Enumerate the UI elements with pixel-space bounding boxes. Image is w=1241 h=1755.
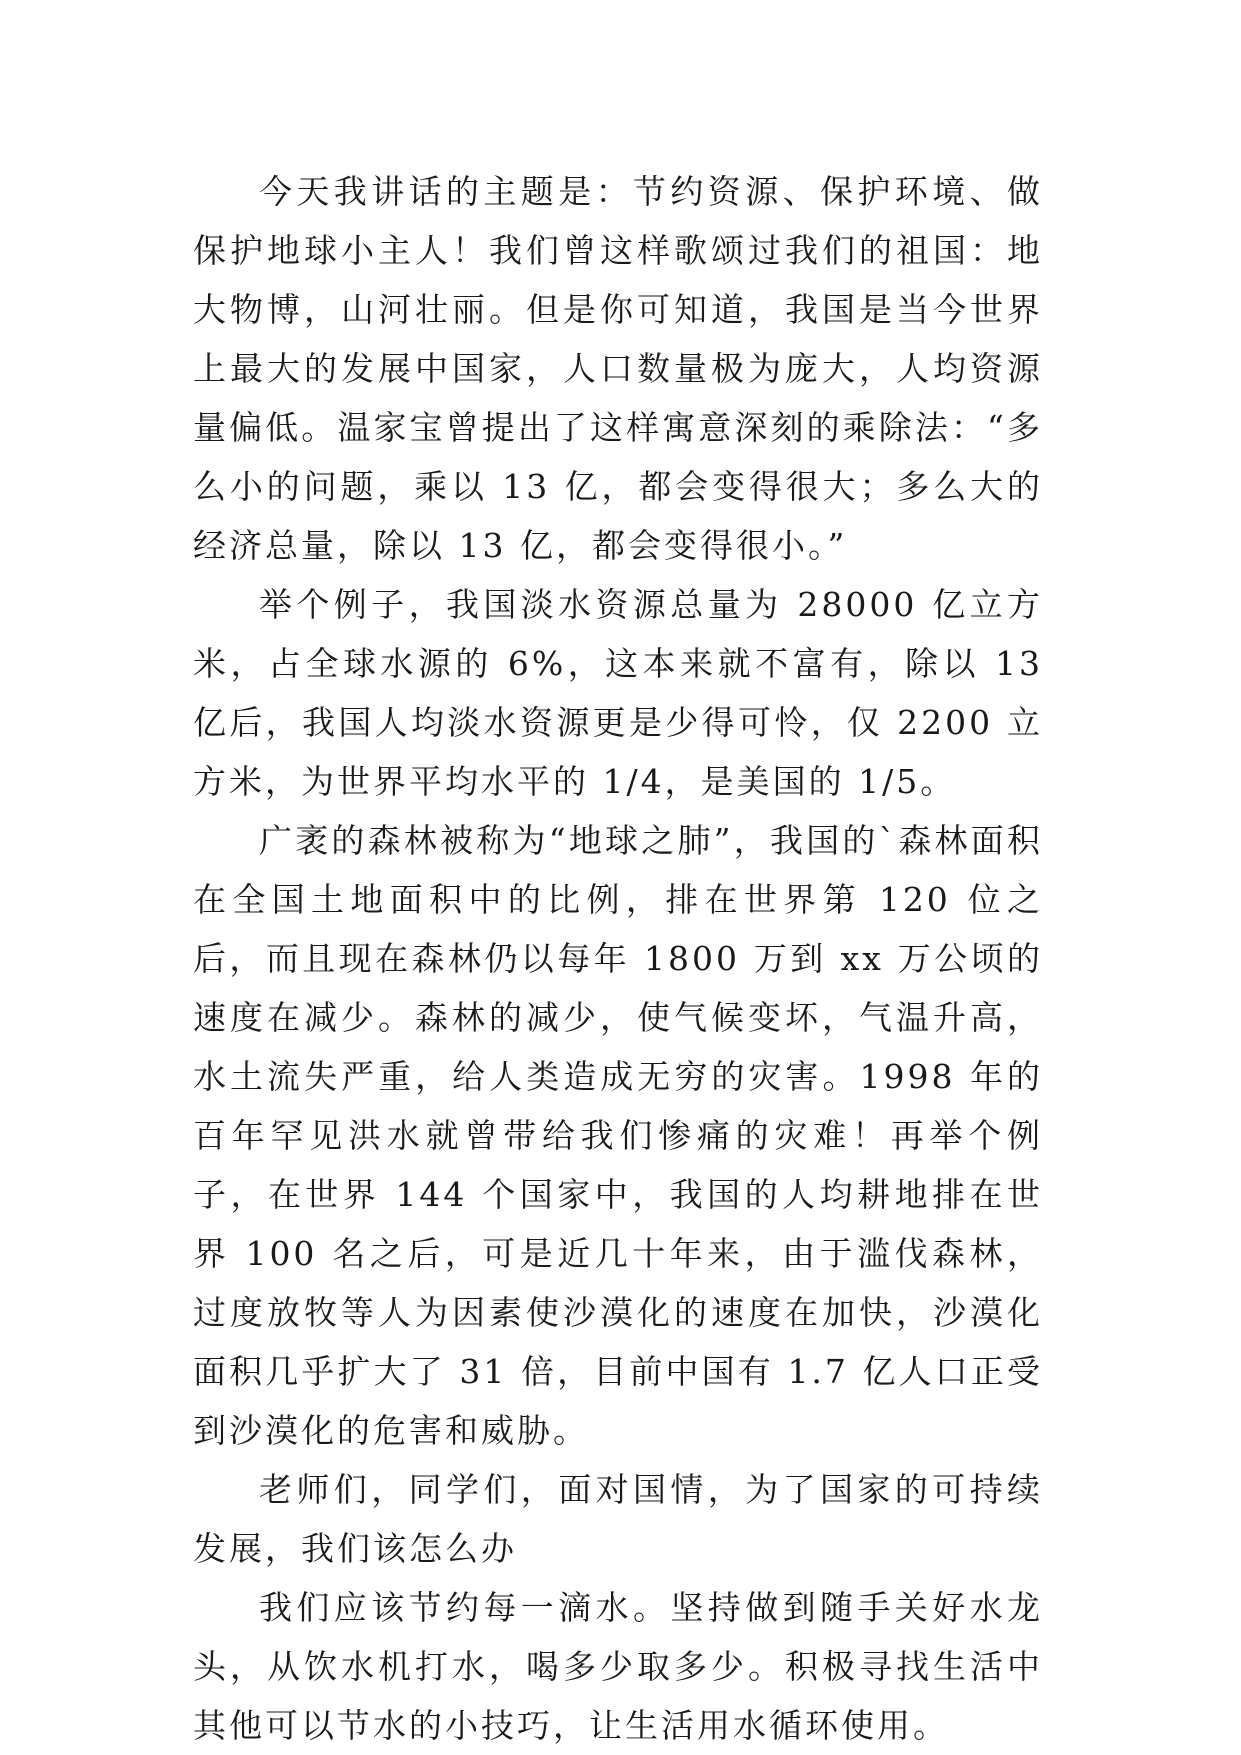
paragraph-forest: 广袤的森林被称为“地球之肺”，我国的`森林面积在全国土地面积中的比例，排在世界第 120 位之后，而且现在森林仍以每年 1800 万到 xx 万公顷的速度在减少。森林的减少，使气候变坏，气温升高，水土流失严重，给人类造成无穷的灾害。1998 年的百年罕见洪水就曾带给我们惨痛的灾难！再举个例子，在世界 144 个国家中，我国的人均耕地排在世界 100 名之后，可是近几十年来，由于滥伐森林，过度放牧等人为因素使沙漠化的速度在加快，沙漠化面积几乎扩大了 31 倍，目前中国有 1.7 亿人口正受到沙漠化的危害和威胁。: [193, 821, 1043, 1450]
paragraph-question: 老师们，同学们，面对国情，为了国家的可持续发展，我们该怎么办: [193, 1470, 1043, 1568]
document-body: [193, 162, 1043, 1755]
paragraph-save-water: 我们应该节约每一滴水。坚持做到随手关好水龙头，从饮水机打水，喝多少取多少。积极寻找生活中其他可以节水的小技巧，让生活用水循环使用。: [193, 1588, 1043, 1745]
paragraph-theme: 今天我讲话的主题是：节约资源、保护环境、做保护地球小主人！我们曾这样歌颂过我们的祖国：地大物博，山河壮丽。但是你可知道，我国是当今世界上最大的发展中国家，人口数量极为庞大，人均资源量偏低。温家宝曾提出了这样寓意深刻的乘除法：“多么小的问题，乘以 13 亿，都会变得很大；多么大的经济总量，除以 13 亿，都会变得很小。”: [193, 172, 1043, 565]
paragraph-water: 举个例子，我国淡水资源总量为 28000 亿立方米，占全球水源的 6%，这本来就不富有，除以 13 亿后，我国人均淡水资源更是少得可怜，仅 2200 立方米，为世界平均水平的 1/4，是美国的 1/5。: [193, 585, 1043, 801]
